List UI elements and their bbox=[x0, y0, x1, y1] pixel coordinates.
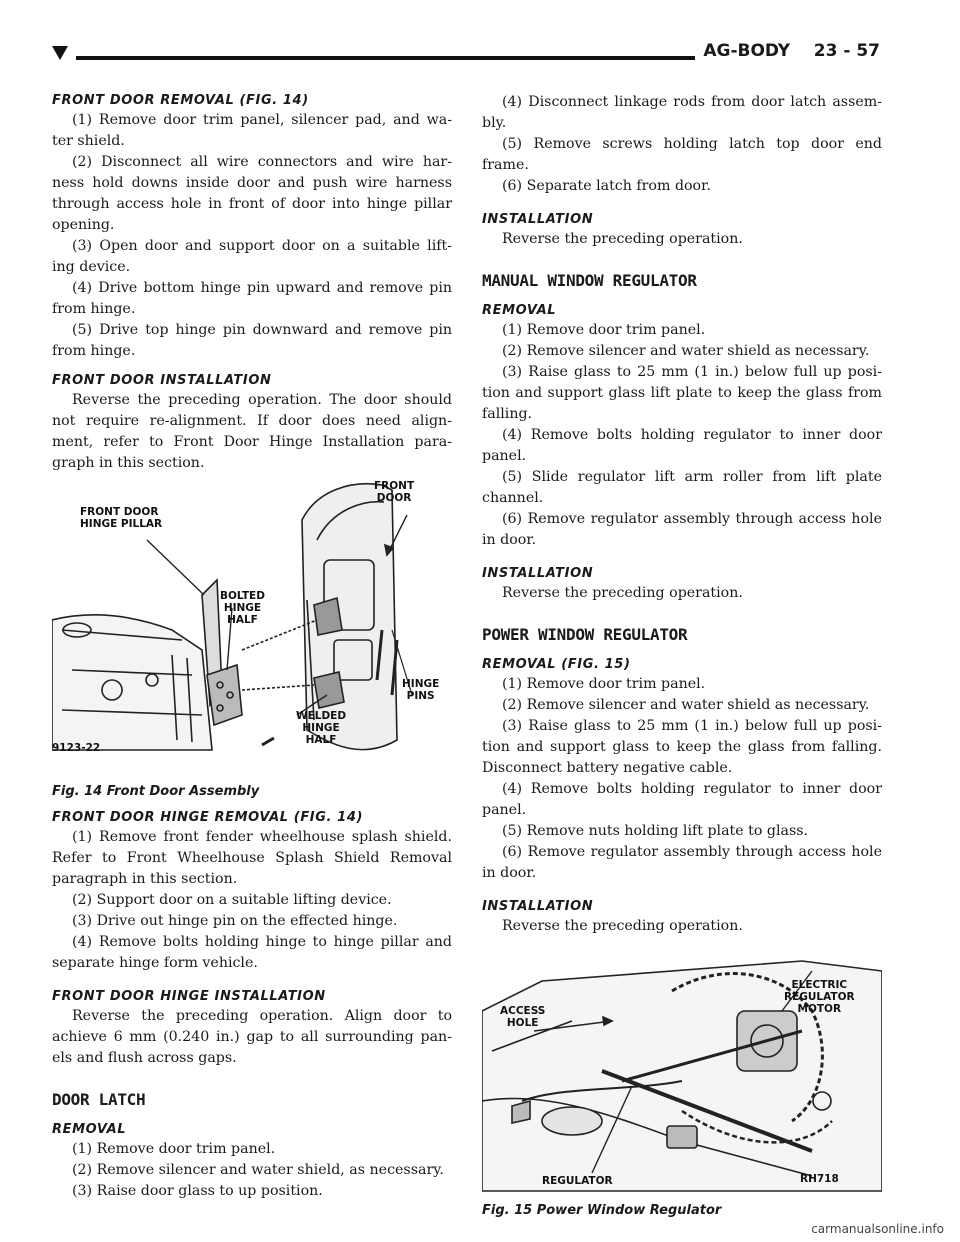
step: (4) Remove bolts holding regulator to inner door panel. bbox=[482, 781, 882, 818]
page-header bbox=[52, 40, 880, 66]
step: (5) Remove nuts holding lift plate to glass. bbox=[502, 823, 809, 839]
step: (1) Remove door trim panel. bbox=[72, 1141, 276, 1157]
label-hinge-pins: HINGE PINS bbox=[402, 678, 440, 702]
paragraph: Reverse the preceding operation. Align door to achieve 6 mm (0.240 in.) gap to all surrounding pan- els and flush across gaps. bbox=[52, 1008, 452, 1066]
step: (1) Remove front fender wheelhouse splash shield. Refer to Front Wheelhouse Splash Shield Removal paragraph in this section. bbox=[52, 829, 452, 887]
section-heading: FRONT DOOR HINGE REMOVAL (FIG. 14) bbox=[52, 810, 364, 825]
paragraph: Reverse the preceding operation. bbox=[502, 231, 743, 247]
figure-code: RH718 bbox=[800, 1173, 839, 1185]
label-bolted-hinge-half: BOLTED HINGE HALF bbox=[220, 590, 265, 626]
section-heading: REMOVAL bbox=[482, 303, 557, 318]
figure-code: 9123-22 bbox=[52, 742, 101, 754]
label-front-door: FRONT DOOR bbox=[374, 480, 415, 504]
step: (6) Separate latch from door. bbox=[502, 178, 711, 194]
label-electric-regulator-motor: ELECTRIC REGULATOR MOTOR bbox=[784, 979, 855, 1015]
step: (2) Support door on a suitable lifting device. bbox=[72, 892, 392, 908]
step: (4) Disconnect linkage rods from door latch assem- bly. bbox=[482, 94, 882, 131]
label-access-hole: ACCESS HOLE bbox=[500, 1005, 546, 1029]
step: (3) Raise glass to 25 mm (1 in.) below full up posi- tion and support glass to keep the glass from falling. Disconnect battery negative cable. bbox=[482, 718, 882, 776]
section-heading: INSTALLATION bbox=[482, 899, 594, 914]
step: (2) Remove silencer and water shield, as necessary. bbox=[72, 1162, 444, 1178]
step: (4) Remove bolts holding regulator to inner door panel. bbox=[482, 427, 882, 464]
section-heading: REMOVAL bbox=[52, 1122, 127, 1137]
step: (4) Drive bottom hinge pin upward and remove pin from hinge. bbox=[52, 280, 452, 317]
figure-14 bbox=[52, 480, 452, 799]
left-column bbox=[52, 92, 452, 1202]
step: (1) Remove door trim panel, silencer pad, and wa- ter shield. bbox=[52, 112, 452, 149]
step: (2) Disconnect all wire connectors and wire har- ness hold downs inside door and push wire harness through access hole in front of door into hinge pillar opening. bbox=[52, 154, 452, 233]
section-title: DOOR LATCH bbox=[52, 1090, 146, 1109]
label-regulator: REGULATOR bbox=[542, 1175, 613, 1187]
right-column bbox=[482, 92, 882, 1218]
step: (6) Remove regulator assembly through access hole in door. bbox=[482, 511, 882, 548]
page-title: AG-BODY 23 - 57 bbox=[703, 41, 880, 61]
section-heading: FRONT DOOR INSTALLATION bbox=[52, 373, 272, 388]
section-heading: FRONT DOOR HINGE INSTALLATION bbox=[52, 989, 326, 1004]
step: (5) Slide regulator lift arm roller from lift plate channel. bbox=[482, 469, 882, 506]
label-welded-hinge-half: WELDED HINGE HALF bbox=[296, 710, 347, 746]
paragraph: Reverse the preceding operation. bbox=[502, 585, 743, 601]
section-heading: REMOVAL (FIG. 15) bbox=[482, 657, 631, 672]
step: (3) Open door and support door on a suitable lift- ing device. bbox=[52, 238, 452, 275]
section-title: POWER WINDOW REGULATOR bbox=[482, 625, 688, 644]
step: (2) Remove silencer and water shield as necessary. bbox=[502, 697, 870, 713]
step: (3) Raise door glass to up position. bbox=[72, 1183, 323, 1199]
section-heading: INSTALLATION bbox=[482, 566, 594, 581]
step: (5) Drive top hinge pin downward and remove pin from hinge. bbox=[52, 322, 452, 359]
section-heading: FRONT DOOR REMOVAL (FIG. 14) bbox=[52, 93, 309, 108]
step: (4) Remove bolts holding hinge to hinge pillar and separate hinge form vehicle. bbox=[52, 934, 452, 971]
step: (5) Remove screws holding latch top door end frame. bbox=[482, 136, 882, 173]
step: (3) Drive out hinge pin on the effected hinge. bbox=[72, 913, 398, 929]
paragraph: Reverse the preceding operation. The door should not require re-alignment. If door does need align- ment, refer to Front Door Hinge Installation para- graph in this section. bbox=[52, 392, 452, 471]
section-title: MANUAL WINDOW REGULATOR bbox=[482, 271, 697, 290]
header-rule bbox=[76, 56, 695, 60]
paragraph: Reverse the preceding operation. bbox=[502, 918, 743, 934]
section-heading: INSTALLATION bbox=[482, 212, 594, 227]
label-hinge-pillar: FRONT DOOR HINGE PILLAR bbox=[80, 506, 163, 530]
step: (1) Remove door trim panel. bbox=[502, 676, 706, 692]
step: (3) Raise glass to 25 mm (1 in.) below full up posi- tion and support glass lift plate to keep the glass from falling. bbox=[482, 364, 882, 422]
figure-caption: Fig. 14 Front Door Assembly bbox=[52, 784, 260, 799]
figure-15 bbox=[482, 951, 882, 1218]
section-marker-icon bbox=[52, 46, 68, 60]
figure-caption: Fig. 15 Power Window Regulator bbox=[482, 1203, 722, 1218]
step: (6) Remove regulator assembly through access hole in door. bbox=[482, 844, 882, 881]
footer-watermark: carmanualsonline.info bbox=[811, 1222, 944, 1236]
step: (1) Remove door trim panel. bbox=[502, 322, 706, 338]
step: (2) Remove silencer and water shield as necessary. bbox=[502, 343, 870, 359]
